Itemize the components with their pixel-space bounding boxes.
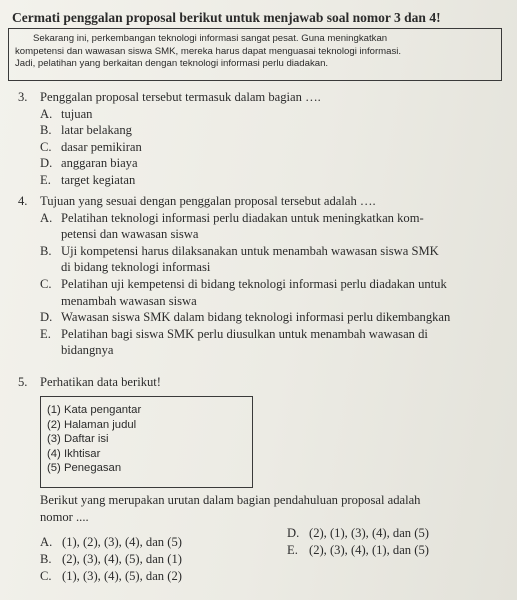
excerpt-line: Jadi, pelatihan yang berkaitan dengan teknologi informasi perlu diadakan. [15, 58, 329, 69]
option-letter: D. [40, 310, 53, 325]
proposal-excerpt-box [8, 28, 502, 81]
option-3c[interactable] [18, 139, 508, 156]
option-letter: E. [40, 172, 51, 187]
option-letter: C. [40, 276, 52, 291]
excerpt-line: kompetensi dan wawasan siswa SMK, mereka harus dapat menguasai teknologi informasi. [15, 45, 402, 57]
option-text-line: Wawasan siswa SMK dalam bidang teknologi informasi perlu dikembangkan [61, 310, 451, 325]
question-stem: Perhatikan data berikut! [40, 375, 161, 389]
options-right-column [287, 525, 429, 559]
option-3e[interactable] [18, 172, 508, 189]
option-letter: D. [287, 526, 300, 540]
option-letter: C. [40, 569, 52, 584]
option-3d[interactable] [18, 155, 508, 172]
option-text-line: di bidang teknologi informasi [61, 260, 211, 275]
question-3 [18, 89, 508, 189]
option-3b[interactable] [18, 122, 508, 139]
option-text: latar belakang [61, 123, 132, 138]
prompt-line: nomor .... [40, 509, 89, 524]
option-letter: E. [40, 326, 51, 341]
prompt-line: Berikut yang merupakan urutan dalam bagian pendahuluan proposal adalah [40, 493, 421, 507]
question-5 [18, 374, 508, 391]
option-text-line: Uji kompetensi harus dilaksanakan untuk menambah wawasan siswa SMK [61, 243, 439, 258]
option-3a[interactable] [18, 106, 508, 123]
option-letter: A. [40, 210, 53, 225]
option-letter: B. [40, 123, 52, 138]
data-list-item: (2) Halaman judul [47, 418, 137, 431]
option-4c[interactable] [18, 276, 508, 309]
option-5e[interactable] [287, 542, 429, 559]
option-text-line: Pelatihan teknologi informasi perlu diadakan untuk meningkatkan kom- [61, 210, 424, 225]
option-text: (1), (2), (3), (4), dan (5) [62, 535, 182, 549]
option-letter: D. [40, 156, 53, 171]
question-stem: Penggalan proposal tersebut termasuk dalam bagian …. [40, 90, 321, 104]
option-text: dasar pemikiran [61, 139, 142, 154]
data-list-item: (1) Kata pengantar [47, 404, 142, 416]
option-5c[interactable] [40, 568, 182, 585]
data-list-item: (5) Penegasan [47, 462, 122, 475]
option-4e[interactable] [18, 326, 508, 359]
options-left-column [40, 534, 182, 586]
question-number: 4. [18, 194, 28, 208]
option-letter: B. [40, 552, 52, 567]
question-5-prompt [40, 492, 420, 525]
option-5d[interactable] [287, 525, 429, 542]
option-letter: C. [40, 139, 52, 154]
data-list-box [40, 396, 253, 488]
question-stem: Tujuan yang sesuai dengan penggalan proposal tersebut adalah …. [40, 194, 376, 208]
excerpt-line: Sekarang ini, perkembangan teknologi informasi sangat pesat. Guna meningkatkan [33, 33, 388, 44]
option-text: tujuan [61, 106, 93, 121]
option-letter: B. [40, 243, 52, 258]
option-4d[interactable] [18, 309, 508, 326]
option-letter: A. [40, 106, 53, 121]
option-text-line: Pelatihan bagi siswa SMK perlu diusulkan untuk menambah wawasan di [61, 326, 428, 341]
option-text: target kegiatan [61, 172, 136, 187]
option-4a[interactable] [18, 210, 508, 243]
option-4b[interactable] [18, 243, 508, 276]
option-5a[interactable] [40, 534, 182, 551]
option-text-line: menambah wawasan siswa [61, 293, 197, 308]
option-5b[interactable] [40, 551, 182, 568]
question-number: 3. [18, 90, 28, 104]
data-list-item: (3) Daftar isi [47, 433, 109, 446]
option-text: (2), (1), (3), (4), dan (5) [309, 526, 429, 540]
option-text: anggaran biaya [61, 156, 138, 171]
option-letter: E. [287, 543, 298, 558]
option-letter: A. [40, 535, 53, 549]
question-4 [18, 193, 508, 359]
option-text: (2), (3), (4), (1), dan (5) [309, 543, 429, 558]
data-list-item: (4) Ikhtisar [47, 447, 101, 460]
option-text: (1), (3), (4), (5), dan (2) [62, 569, 182, 584]
option-text-line: Pelatihan uji kempetensi di bidang teknologi informasi perlu diadakan untuk [61, 276, 447, 291]
option-text-line: petensi dan wawasan siswa [61, 227, 199, 242]
option-text-line: bidangnya [61, 343, 114, 358]
question-number: 5. [18, 375, 28, 389]
option-text: (2), (3), (4), (5), dan (1) [62, 552, 182, 567]
instruction-heading: Cermati penggalan proposal berikut untuk menjawab soal nomor 3 dan 4! [12, 10, 441, 25]
